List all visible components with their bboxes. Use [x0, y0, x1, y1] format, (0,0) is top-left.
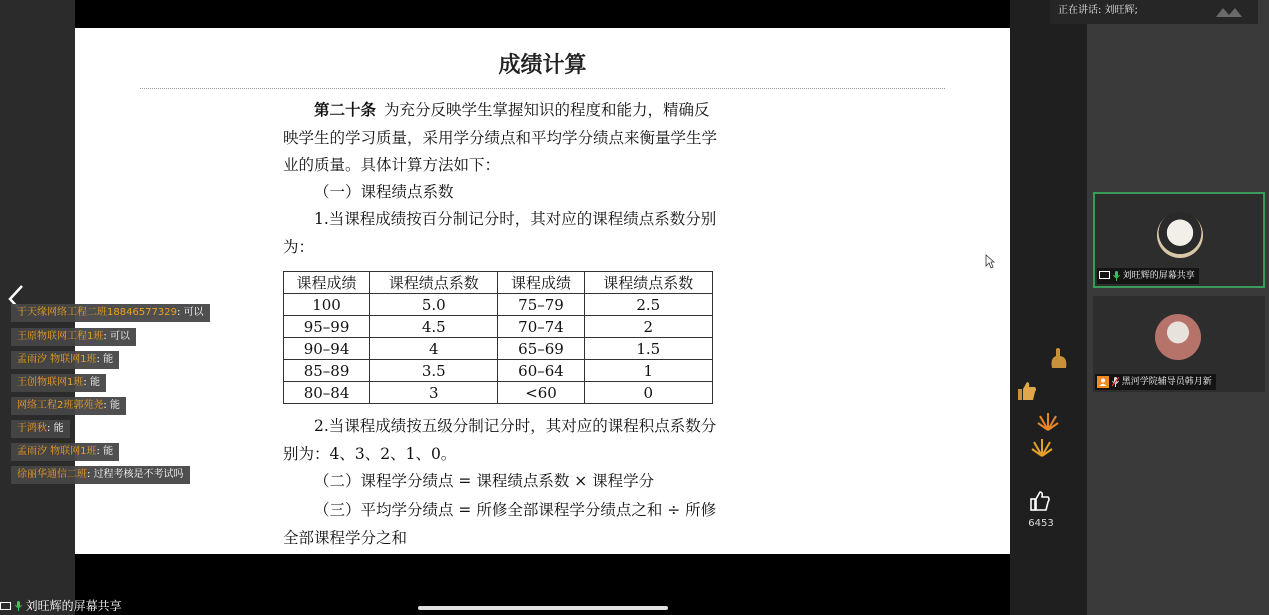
microphone-icon: [15, 601, 22, 612]
table-cell: 100: [284, 294, 370, 316]
article-number: 第二十条: [314, 100, 377, 119]
speaking-indicator: [1050, 0, 1258, 24]
home-indicator[interactable]: [418, 606, 668, 610]
thumbs-up-icon: [1029, 490, 1053, 512]
table-cell: 85–89: [284, 360, 370, 382]
table-row: [284, 382, 713, 404]
like-button[interactable]: [1023, 490, 1059, 529]
participant-tile-screen-share[interactable]: [1093, 192, 1265, 288]
chat-username: 于天缘网络工程二班18846577329: [17, 307, 177, 318]
chat-username: 徐丽华通信二班: [17, 469, 87, 480]
table-row: [284, 316, 713, 338]
chat-message: 孟雨汐 物联网1班: 能: [11, 443, 119, 461]
chat-username: 网络工程2班郭苑尧: [17, 400, 104, 411]
chat-text: 可以: [183, 307, 204, 318]
table-header: 课程成绩: [498, 272, 584, 294]
participant-name: 黑河学院辅导员韩月新: [1121, 377, 1212, 387]
participant-name: 刘旺辉的屏幕共享: [1122, 271, 1195, 281]
table-cell: 5.0: [370, 294, 498, 316]
chat-username: 孟雨汐 物联网1班: [17, 354, 97, 365]
avatar: [1157, 212, 1203, 258]
chat-username: 王原物联网工程1班: [17, 331, 104, 342]
participant-label: [1095, 374, 1216, 390]
table-header: 课程绩点系数: [584, 272, 712, 294]
chat-text: 可以: [109, 331, 130, 342]
table-cell: 0: [584, 382, 712, 404]
table-cell: <60: [498, 382, 584, 404]
table-cell: 60–64: [498, 360, 584, 382]
table-header: 课程绩点系数: [370, 272, 498, 294]
table-row: [284, 338, 713, 360]
mouse-cursor-icon: [985, 254, 995, 269]
chat-text: 能: [103, 354, 114, 365]
table-row: [284, 360, 713, 382]
chat-message: 孟雨汐 物联网1班: 能: [11, 351, 119, 369]
grade-point-table: [283, 271, 713, 404]
chat-username: 王创物联网1班: [17, 377, 84, 388]
section-heading-2: （二）课程学分绩点 = 课程绩点系数 × 课程学分: [314, 472, 655, 490]
article-body: 为充分反映学生掌握知识的程度和能力，精确反映学生的学习质量，采用学分绩点和平均学分绩点来衡量学生学业的质量。具体计算方法如下：: [283, 101, 718, 174]
chat-message: 王创物联网1班: 能: [11, 374, 106, 392]
microphone-muted-icon: [1112, 377, 1119, 387]
table-cell: 70–74: [498, 316, 584, 338]
bottom-share-label: [0, 598, 122, 615]
chat-text: 能: [103, 446, 114, 457]
floating-reaction-icon: [1048, 346, 1070, 372]
table-cell: 3: [370, 382, 498, 404]
table-cell: 90–94: [284, 338, 370, 360]
screen-share-icon: [0, 602, 11, 611]
avatar: [1155, 314, 1201, 360]
title-divider: [140, 88, 945, 89]
chat-message: 王原物联网工程1班: 可以: [11, 328, 136, 346]
section-heading-3: （三）平均学分绩点 = 所修全部课程学分绩点之和 ÷ 所修全部课程学分之和: [283, 501, 717, 547]
table-cell: 2: [584, 316, 712, 338]
item-2-text: 2.当课程成绩按五级分制记分时，其对应的课程积点系数分别为：4、3、2、1、0。: [283, 417, 717, 463]
chat-text: 能: [53, 423, 64, 434]
participant-tile-counselor[interactable]: [1093, 296, 1265, 392]
table-cell: 80–84: [284, 382, 370, 404]
table-cell: 4.5: [370, 316, 498, 338]
chat-username: 于鸿秋: [17, 423, 47, 434]
screen-share-icon: [1099, 271, 1110, 280]
user-icon: [1097, 376, 1109, 388]
table-cell: 75–79: [498, 294, 584, 316]
firework-reaction-icon: [1030, 436, 1054, 458]
chat-text: 能: [109, 400, 120, 411]
table-header: 课程成绩: [284, 272, 370, 294]
chat-message: 徐丽华通信二班: 过程考核是不考试吗: [11, 466, 190, 484]
table-cell: 65–69: [498, 338, 584, 360]
chat-message: 于鸿秋: 能: [11, 420, 70, 438]
chat-username: 孟雨汐 物联网1班: [17, 446, 97, 457]
microphone-icon: [1113, 271, 1120, 281]
like-count: 6453: [1028, 518, 1054, 529]
article-paragraph: [283, 96, 723, 180]
chat-text: 能: [89, 377, 100, 388]
table-cell: 3.5: [370, 360, 498, 382]
table-cell: 1: [584, 360, 712, 382]
table-cell: 95–99: [284, 316, 370, 338]
item-1-text: 1.当课程成绩按百分制记分时，其对应的课程绩点系数分别为：: [283, 210, 717, 256]
table-cell: 1.5: [584, 338, 712, 360]
table-row: [284, 294, 713, 316]
shared-slide: [75, 28, 1010, 554]
firework-reaction-icon: [1036, 410, 1060, 432]
slide-title: 成绩计算: [498, 53, 587, 78]
table-header-row: [284, 272, 713, 294]
speaking-label: 正在讲话: 刘旺辉;: [1058, 5, 1138, 16]
table-cell: 4: [370, 338, 498, 360]
chat-message: 网络工程2班郭苑尧: 能: [11, 397, 126, 415]
chat-message: 于天缘网络工程二班18846577329: 可以: [11, 304, 210, 322]
chat-text: 过程考核是不考试吗: [93, 469, 184, 480]
section-heading-1: （一）课程绩点系数: [314, 183, 454, 201]
app-logo-icon: [1214, 5, 1244, 19]
bottom-share-text: 刘旺辉的屏幕共享: [25, 599, 122, 613]
floating-thumbs-up-icon: [1016, 380, 1038, 402]
table-cell: 2.5: [584, 294, 712, 316]
participant-label: [1097, 268, 1199, 284]
